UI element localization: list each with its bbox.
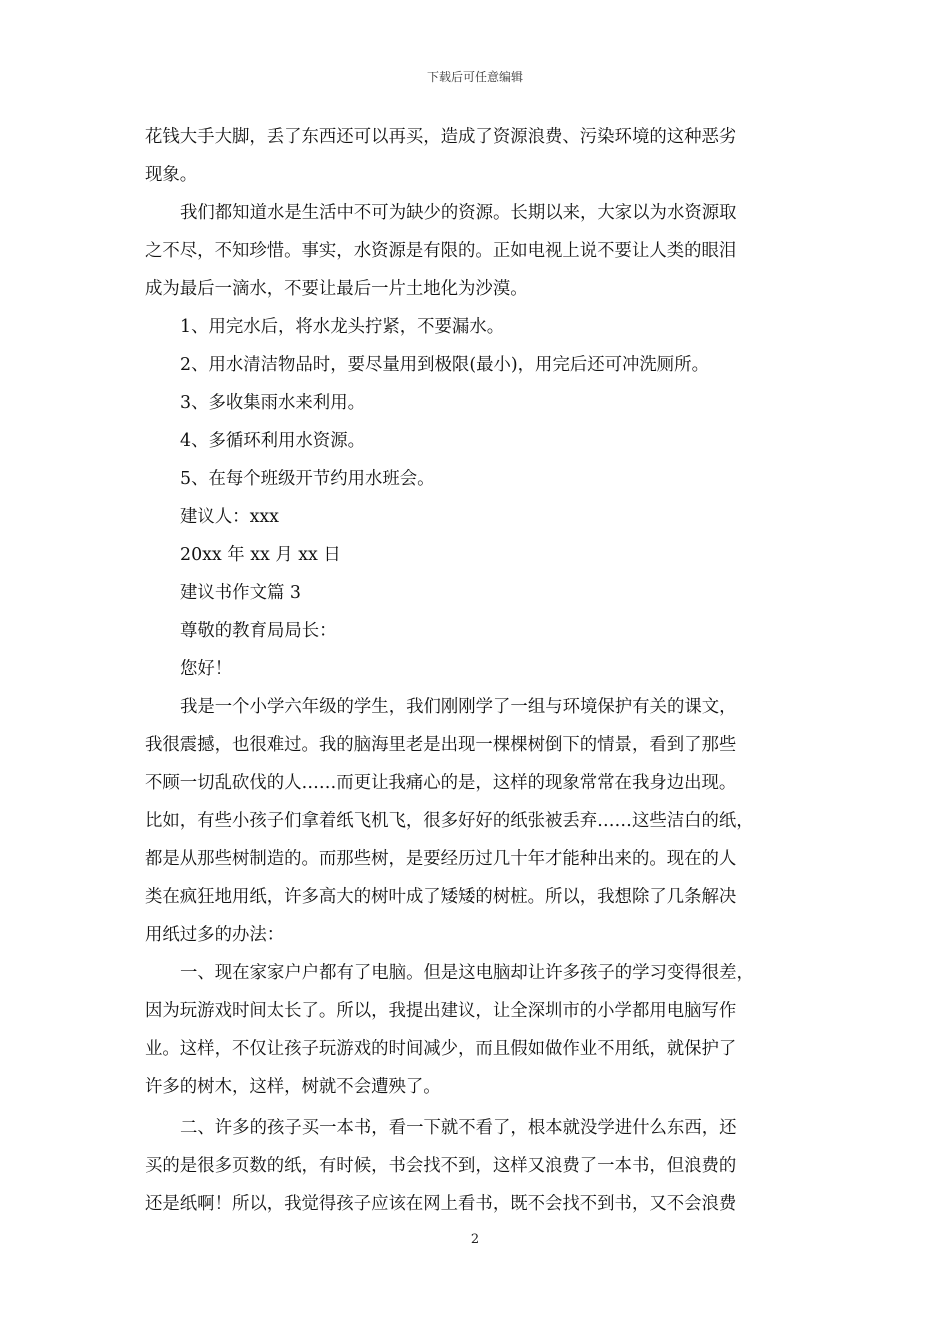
paragraph-line: 现象。: [145, 165, 198, 185]
salutation: 尊敬的教育局局长：: [180, 621, 337, 641]
paragraph-line: 许多的树木，这样，树就不会遭殃了。: [145, 1077, 441, 1097]
paragraph-line: 一、现在家家户户都有了电脑。但是这电脑却让许多孩子的学习变得很差，: [180, 963, 754, 983]
paragraph-line: 买的是很多页数的纸，有时候，书会找不到，这样又浪费了一本书，但浪费的: [145, 1156, 737, 1176]
paragraph-line: 业。这样，不仅让孩子玩游戏的时间减少，而且假如做作业不用纸，就保护了: [145, 1039, 737, 1059]
paragraph-line: 因为玩游戏时间太长了。所以，我提出建议，让全深圳市的小学都用电脑写作: [145, 1001, 737, 1021]
paragraph-line: 类在疯狂地用纸，许多高大的树叶成了矮矮的树桩。所以，我想除了几条解决: [145, 887, 737, 907]
paragraph-line: 成为最后一滴水，不要让最后一片土地化为沙漠。: [145, 279, 528, 299]
list-item: 2、用水清洁物品时，要尽量用到极限(最小)，用完后还可冲洗厕所。: [180, 355, 709, 375]
paragraph-line: 之不尽，不知珍惜。事实，水资源是有限的。正如电视上说不要让人类的眼泪: [145, 241, 737, 261]
signer-line: 建议人：xxx: [180, 507, 279, 527]
page-number: 2: [470, 1232, 480, 1247]
paragraph-line: 还是纸啊！所以，我觉得孩子应该在网上看书，既不会找不到书，又不会浪费: [145, 1194, 737, 1214]
paragraph-line: 都是从那些树制造的。而那些树，是要经历过几十年才能种出来的。现在的人: [145, 849, 737, 869]
list-item: 5、在每个班级开节约用水班会。: [180, 469, 435, 489]
paragraph-line: 用纸过多的办法：: [145, 925, 285, 945]
date-line: 20xx 年 xx 月 xx 日: [180, 545, 341, 565]
greeting: 您好！: [180, 659, 233, 679]
paragraph-line: 二、许多的孩子买一本书，看一下就不看了，根本就没学进什么东西，还: [180, 1118, 737, 1138]
page-header: 下载后可任意编辑: [426, 70, 523, 84]
paragraph-line: 比如，有些小孩子们拿着纸飞机飞，很多好好的纸张被丢弃……这些洁白的纸，: [145, 811, 754, 831]
list-item: 4、多循环利用水资源。: [180, 431, 365, 451]
paragraph-line: 我们都知道水是生活中不可为缺少的资源。长期以来，大家以为水资源取: [180, 203, 737, 223]
paragraph-line: 花钱大手大脚，丢了东西还可以再买，造成了资源浪费、污染环境的这种恶劣: [145, 127, 737, 147]
paragraph-line: 不顾一切乱砍伐的人……而更让我痛心的是，这样的现象常常在我身边出现。: [145, 773, 737, 793]
list-item: 1、用完水后，将水龙头拧紧，不要漏水。: [180, 317, 505, 337]
document-body: [145, 118, 805, 1223]
list-item: 3、多收集雨水来利用。: [180, 393, 365, 413]
paragraph-line: 我很震撼，也很难过。我的脑海里老是出现一棵棵树倒下的情景，看到了那些: [145, 735, 737, 755]
paragraph-line: 我是一个小学六年级的学生，我们刚刚学了一组与环境保护有关的课文，: [180, 697, 737, 717]
section-title: 建议书作文篇 3: [180, 583, 301, 603]
